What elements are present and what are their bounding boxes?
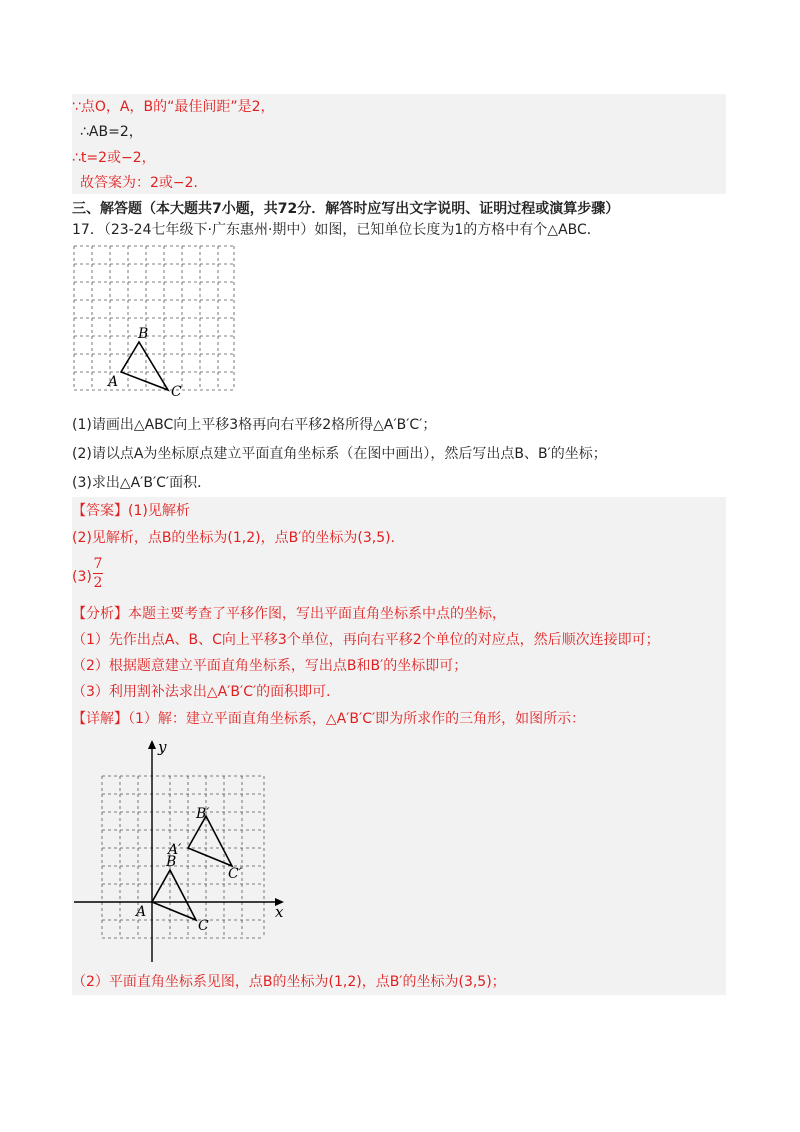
grid-lines-2 <box>102 776 264 938</box>
label-b: B <box>138 326 149 342</box>
triangle-a2b2c2 <box>188 816 232 866</box>
prev-solution-line-2: ∴AB=2， <box>80 124 143 140</box>
label-c-2: C <box>198 918 209 934</box>
answer-3-fraction <box>92 556 104 591</box>
analysis-step-3: （3）利用割补法求出△A′B′C′的面积即可． <box>72 684 341 700</box>
analysis-step-1: （1）先作出点A、B、C向上平移3个单位，再向右平移2个单位的对应点，然后顺次连接即可； <box>72 632 660 648</box>
triangle-abc-2 <box>152 870 196 920</box>
section-header: 三、解答题（本大题共7小题，共72分．解答时应写出文字说明、证明过程或演算步骤） <box>72 201 620 217</box>
answer-3-prefix: (3) <box>72 569 92 585</box>
label-c-prime: C′ <box>228 866 242 882</box>
fraction-numerator: 7 <box>93 556 103 572</box>
detail-head: 【详解】（1）解：建立平面直角坐标系，△A′B′C′即为所求作的三角形，如图所示： <box>72 711 586 727</box>
question-2: (2)请以点A为坐标原点建立平面直角坐标系（在图中画出），然后写出点B、B′的坐标； <box>72 446 607 462</box>
prev-solution-line-3: ∴t=2或−2， <box>72 150 156 166</box>
label-a-2: A <box>136 904 147 920</box>
answer-1: 【答案】(1)见解析 <box>72 503 190 519</box>
fraction-denominator: 2 <box>93 575 103 591</box>
axis-label-y: y <box>158 738 167 756</box>
prev-solution-line-1: ∵点O，A，B的“最佳间距”是2， <box>72 99 275 115</box>
analysis-step-2: （2）根据题意建立平面直角坐标系，写出点B和B′的坐标即可； <box>72 658 468 674</box>
label-b-2: B <box>166 854 177 870</box>
label-b-prime: B′ <box>196 806 210 822</box>
problem-intro: 17．（23-24七年级下·广东惠州·期中）如图，已知单位长度为1的方格中有个△ABC． <box>72 222 601 238</box>
label-c: C <box>171 384 182 396</box>
axis-label-x: x <box>275 903 284 921</box>
figure-2-coordinate-plane <box>72 736 292 966</box>
answer-2: (2)见解析，点B的坐标为(1,2)，点B′的坐标为(3,5)． <box>72 530 405 546</box>
detail-step-2: （2）平面直角坐标系见图，点B的坐标为(1,2)，点B′的坐标为(3,5)； <box>72 974 506 990</box>
label-a-prime: A′ <box>168 842 182 858</box>
fraction-bar <box>93 573 103 574</box>
question-3: (3)求出△A′B′C′面积． <box>72 475 212 491</box>
y-axis-arrow <box>148 740 156 749</box>
label-a: A <box>108 374 119 390</box>
question-1: (1)请画出△ABC向上平移3格再向右平移2格所得△A′B′C′； <box>72 417 437 433</box>
grid-lines <box>74 246 234 390</box>
analysis-head: 【分析】本题主要考查了平移作图，写出平面直角坐标系中点的坐标， <box>72 606 506 622</box>
figure-1-grid <box>72 244 242 396</box>
prev-solution-line-4: 故答案为：2或−2． <box>80 175 208 191</box>
